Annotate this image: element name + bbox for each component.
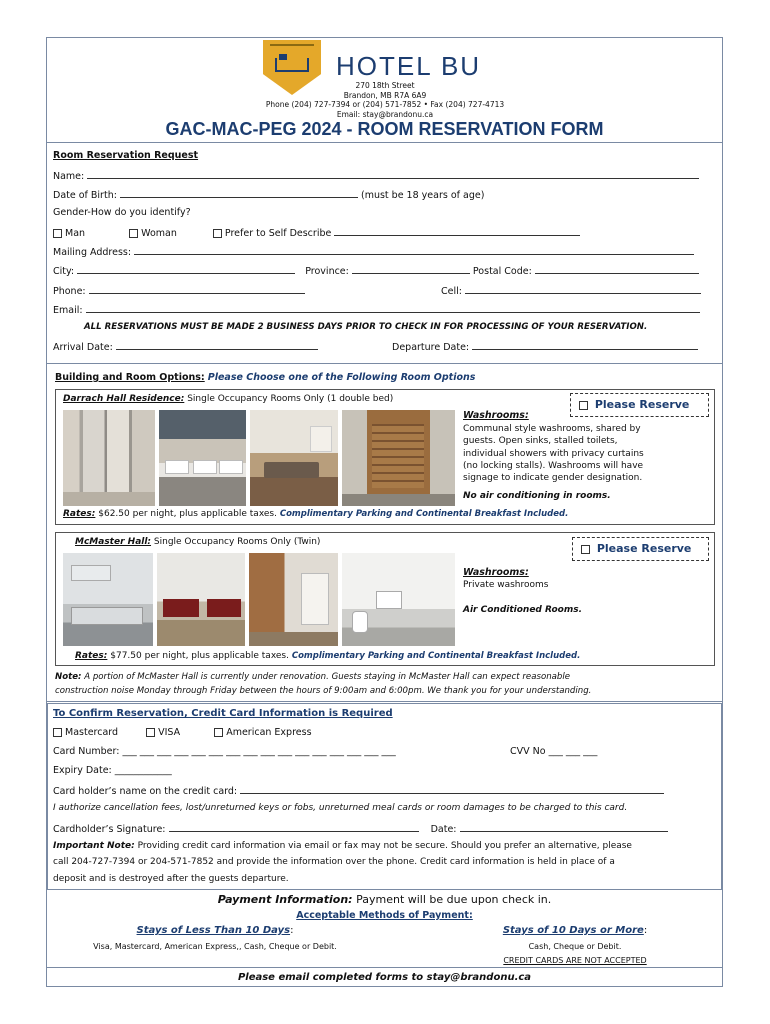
mailing-field[interactable] bbox=[134, 245, 694, 255]
section-heading-request: Room Reservation Request bbox=[53, 150, 199, 161]
darrach-photo-bedroom bbox=[250, 410, 338, 506]
renovation-note-line-1 bbox=[55, 672, 570, 682]
short-stay-label: Stays of Less Than 10 Days bbox=[136, 925, 291, 936]
mailing-label: Mailing Address: bbox=[53, 247, 132, 258]
dob-label: Date of Birth: bbox=[53, 190, 117, 201]
date-label: Date: bbox=[430, 824, 457, 835]
phone-field[interactable] bbox=[89, 284, 305, 294]
darrach-desc: Single Occupancy Rooms Only (1 double bed) bbox=[187, 394, 394, 404]
name-row bbox=[53, 169, 699, 182]
mcmaster-photo-bedroom bbox=[157, 553, 245, 646]
short-stay-heading-row: Stays of Less Than 10 Days: bbox=[136, 925, 294, 936]
cell-label: Cell: bbox=[441, 286, 462, 297]
darrach-rates-row bbox=[63, 509, 568, 519]
arrival-field[interactable] bbox=[116, 340, 318, 350]
logo-roof-icon bbox=[270, 44, 314, 54]
payment-info-row bbox=[46, 893, 723, 906]
email-line: Email: stay@brandonu.ca bbox=[336, 110, 434, 119]
long-stay-methods: Cash, Cheque or Debit. bbox=[528, 942, 622, 951]
important-line-3: deposit and is destroyed after the guests departure. bbox=[53, 874, 289, 884]
mcmaster-wash-text: Private washrooms bbox=[463, 580, 549, 590]
mcmaster-photo-hallway bbox=[249, 553, 338, 646]
mastercard-label: Mastercard bbox=[65, 727, 119, 738]
postal-label: Postal Code: bbox=[472, 266, 532, 277]
darrach-photo-stalls bbox=[63, 410, 155, 506]
mcmaster-reserve-checkbox[interactable] bbox=[572, 537, 709, 561]
mcmaster-reserve-label: Please Reserve bbox=[596, 542, 692, 555]
arrival-label: Arrival Date: bbox=[53, 342, 113, 353]
date-field[interactable] bbox=[460, 822, 668, 832]
credit-card-heading: To Confirm Reservation, Credit Card Information is Required bbox=[53, 708, 393, 719]
mcmaster-rates-row bbox=[75, 651, 580, 661]
important-line-1 bbox=[53, 841, 632, 851]
arrival-row bbox=[53, 340, 318, 353]
checkbox-amex[interactable] bbox=[214, 728, 223, 737]
important-line-2: call 204-727-7394 or 204-571-7852 and provide the information over the phone. Credit card information is held in place of a bbox=[53, 857, 615, 867]
mailing-row bbox=[53, 245, 694, 258]
cell-field[interactable] bbox=[465, 284, 701, 294]
payment-info-label: Payment Information: bbox=[217, 893, 353, 906]
darrach-wash-text bbox=[463, 423, 644, 484]
email-row bbox=[53, 303, 700, 316]
dob-note: (must be 18 years of age) bbox=[360, 190, 485, 201]
hotel-brand: HOTEL BU bbox=[336, 51, 482, 81]
cell-row bbox=[441, 284, 701, 297]
phone-label: Phone: bbox=[53, 286, 86, 297]
renovation-note-line-2: construction noise Monday through Friday between the hours of 9:00am and 6:00pm. We thank you for your understanding. bbox=[55, 686, 592, 696]
darrach-wash-line: Communal style washrooms, shared by bbox=[463, 424, 641, 434]
checkbox-visa[interactable] bbox=[146, 728, 155, 737]
city-field[interactable] bbox=[77, 264, 295, 274]
darrach-wash-line: guests. Open sinks, stalled toilets, bbox=[463, 436, 618, 447]
checkbox-icon bbox=[579, 401, 588, 410]
email-field[interactable] bbox=[86, 303, 700, 313]
amex-label: American Express bbox=[226, 727, 312, 738]
phone-row bbox=[53, 284, 305, 297]
important-text-1: Providing credit card information via email or fax may not be secure. Should you prefer an alternative, please bbox=[137, 841, 632, 851]
darrach-photo-sinks bbox=[159, 410, 246, 506]
mcmaster-wash-heading: Washrooms: bbox=[463, 567, 529, 578]
mcmaster-title-row bbox=[75, 537, 320, 547]
building-heading-row bbox=[55, 372, 475, 383]
checkbox-mastercard[interactable] bbox=[53, 728, 62, 737]
province-label: Province: bbox=[305, 266, 349, 277]
mcmaster-photo-washroom bbox=[342, 553, 455, 646]
dob-field[interactable] bbox=[120, 188, 358, 198]
checkbox-self-describe[interactable] bbox=[213, 229, 222, 238]
address-line-2: Brandon, MB R7A 6A9 bbox=[343, 91, 427, 100]
card-type-row bbox=[53, 727, 312, 738]
note-text-1: A portion of McMaster Hall is currently under renovation. Guests staying in McMaster Hall can expect reasonable bbox=[84, 672, 571, 682]
darrach-ac: No air conditioning in rooms. bbox=[463, 491, 611, 501]
departure-row bbox=[392, 340, 698, 353]
name-field[interactable] bbox=[87, 169, 699, 179]
mcmaster-ac: Air Conditioned Rooms. bbox=[463, 605, 583, 615]
divider bbox=[47, 701, 722, 702]
holder-row bbox=[53, 784, 664, 797]
card-number-field[interactable]: Card Number: ___ ___ ___ ___ ___ ___ ___ ___ ___ ___ ___ ___ ___ ___ ___ ___ bbox=[53, 746, 396, 757]
darrach-rates: $62.50 per night, plus applicable taxes. bbox=[98, 509, 277, 519]
mcmaster-rates-label: Rates: bbox=[75, 651, 108, 661]
city-label: City: bbox=[53, 266, 75, 277]
mcmaster-rates: $77.50 per night, plus applicable taxes. bbox=[110, 651, 289, 661]
gender-woman-label: Woman bbox=[141, 228, 177, 239]
email-label: Email: bbox=[53, 305, 83, 316]
building-heading: Building and Room Options: bbox=[55, 372, 205, 383]
long-stay-heading-row: Stays of 10 Days or More: bbox=[502, 925, 648, 936]
reservation-notice: ALL RESERVATIONS MUST BE MADE 2 BUSINESS DAYS PRIOR TO CHECK IN FOR PROCESSING OF YOUR RESERVATION. bbox=[84, 322, 648, 332]
darrach-wash-line: individual showers with privacy curtains bbox=[463, 448, 644, 459]
darrach-wash-heading: Washrooms: bbox=[463, 410, 529, 421]
building-subheading: Please Choose one of the Following Room Options bbox=[207, 372, 476, 383]
gender-man-label: Man bbox=[65, 228, 86, 239]
note-label: Note: bbox=[55, 672, 82, 682]
signature-row bbox=[53, 822, 668, 835]
darrach-wash-line: signage to indicate gender designation. bbox=[463, 473, 643, 484]
checkbox-man[interactable] bbox=[53, 229, 62, 238]
darrach-rates-extra: Complimentary Parking and Continental Breakfast Included. bbox=[279, 509, 569, 519]
address-line-1: 270 18th Street bbox=[355, 81, 415, 90]
divider bbox=[47, 363, 722, 364]
mcmaster-rates-extra: Complimentary Parking and Continental Breakfast Included. bbox=[291, 651, 581, 661]
departure-field[interactable] bbox=[472, 340, 698, 350]
mcmaster-name: McMaster Hall: bbox=[75, 537, 152, 547]
payment-methods-heading: Acceptable Methods of Payment: bbox=[296, 910, 473, 921]
holder-field[interactable] bbox=[240, 784, 664, 794]
bed-icon bbox=[275, 58, 309, 72]
divider bbox=[47, 142, 722, 143]
darrach-reserve-label: Please Reserve bbox=[594, 398, 690, 411]
holder-label: Card holder’s name on the credit card: bbox=[53, 786, 238, 797]
darrach-name: Darrach Hall Residence: bbox=[63, 394, 185, 404]
province-field[interactable] bbox=[352, 264, 470, 274]
darrach-rates-label: Rates: bbox=[63, 509, 96, 519]
page-title: GAC-MAC-PEG 2024 - ROOM RESERVATION FORM bbox=[165, 119, 604, 139]
postal-field[interactable] bbox=[535, 264, 699, 274]
gender-row bbox=[53, 226, 580, 239]
self-describe-field[interactable] bbox=[334, 226, 580, 236]
signature-field[interactable] bbox=[169, 822, 419, 832]
expiry-field[interactable]: Expiry Date: ____________ bbox=[53, 765, 172, 776]
footer-email-instruction: Please email completed forms to stay@brandonu.ca bbox=[237, 972, 532, 983]
divider bbox=[47, 967, 722, 968]
city-row bbox=[53, 264, 699, 277]
name-label: Name: bbox=[53, 171, 85, 182]
departure-label: Departure Date: bbox=[392, 342, 470, 353]
darrach-wash-line: (no locking stalls). Washrooms will have bbox=[463, 460, 644, 471]
darrach-title-row bbox=[63, 394, 393, 404]
checkbox-icon bbox=[581, 545, 590, 554]
authorize-text: I authorize cancellation fees, lost/unreturned keys or fobs, unreturned meal cards or room damages to be charged to this card. bbox=[53, 803, 628, 813]
mcmaster-desc: Single Occupancy Rooms Only (Twin) bbox=[153, 537, 321, 547]
gender-self-label: Prefer to Self Describe bbox=[224, 228, 332, 239]
long-stay-label: Stays of 10 Days or More bbox=[502, 925, 644, 936]
short-stay-methods: Visa, Mastercard, American Express,, Cash, Cheque or Debit. bbox=[93, 942, 337, 951]
no-credit-notice: CREDIT CARDS ARE NOT ACCEPTED bbox=[503, 956, 647, 965]
mcmaster-photo-kitchen bbox=[63, 553, 153, 646]
darrach-photo-closet bbox=[342, 410, 455, 506]
payment-info-text: Payment will be due upon check in. bbox=[356, 893, 552, 906]
phone-line: Phone (204) 727-7394 or (204) 571-7852 • Fax (204) 727-4713 bbox=[265, 100, 505, 109]
important-label: Important Note: bbox=[53, 841, 135, 851]
cvv-field[interactable]: CVV No ___ ___ ___ bbox=[510, 746, 598, 757]
darrach-reserve-checkbox[interactable] bbox=[570, 393, 709, 417]
checkbox-woman[interactable] bbox=[129, 229, 138, 238]
signature-label: Cardholder’s Signature: bbox=[53, 824, 166, 835]
gender-question: Gender-How do you identify? bbox=[53, 207, 191, 218]
visa-label: VISA bbox=[158, 727, 181, 738]
dob-row bbox=[53, 188, 484, 201]
